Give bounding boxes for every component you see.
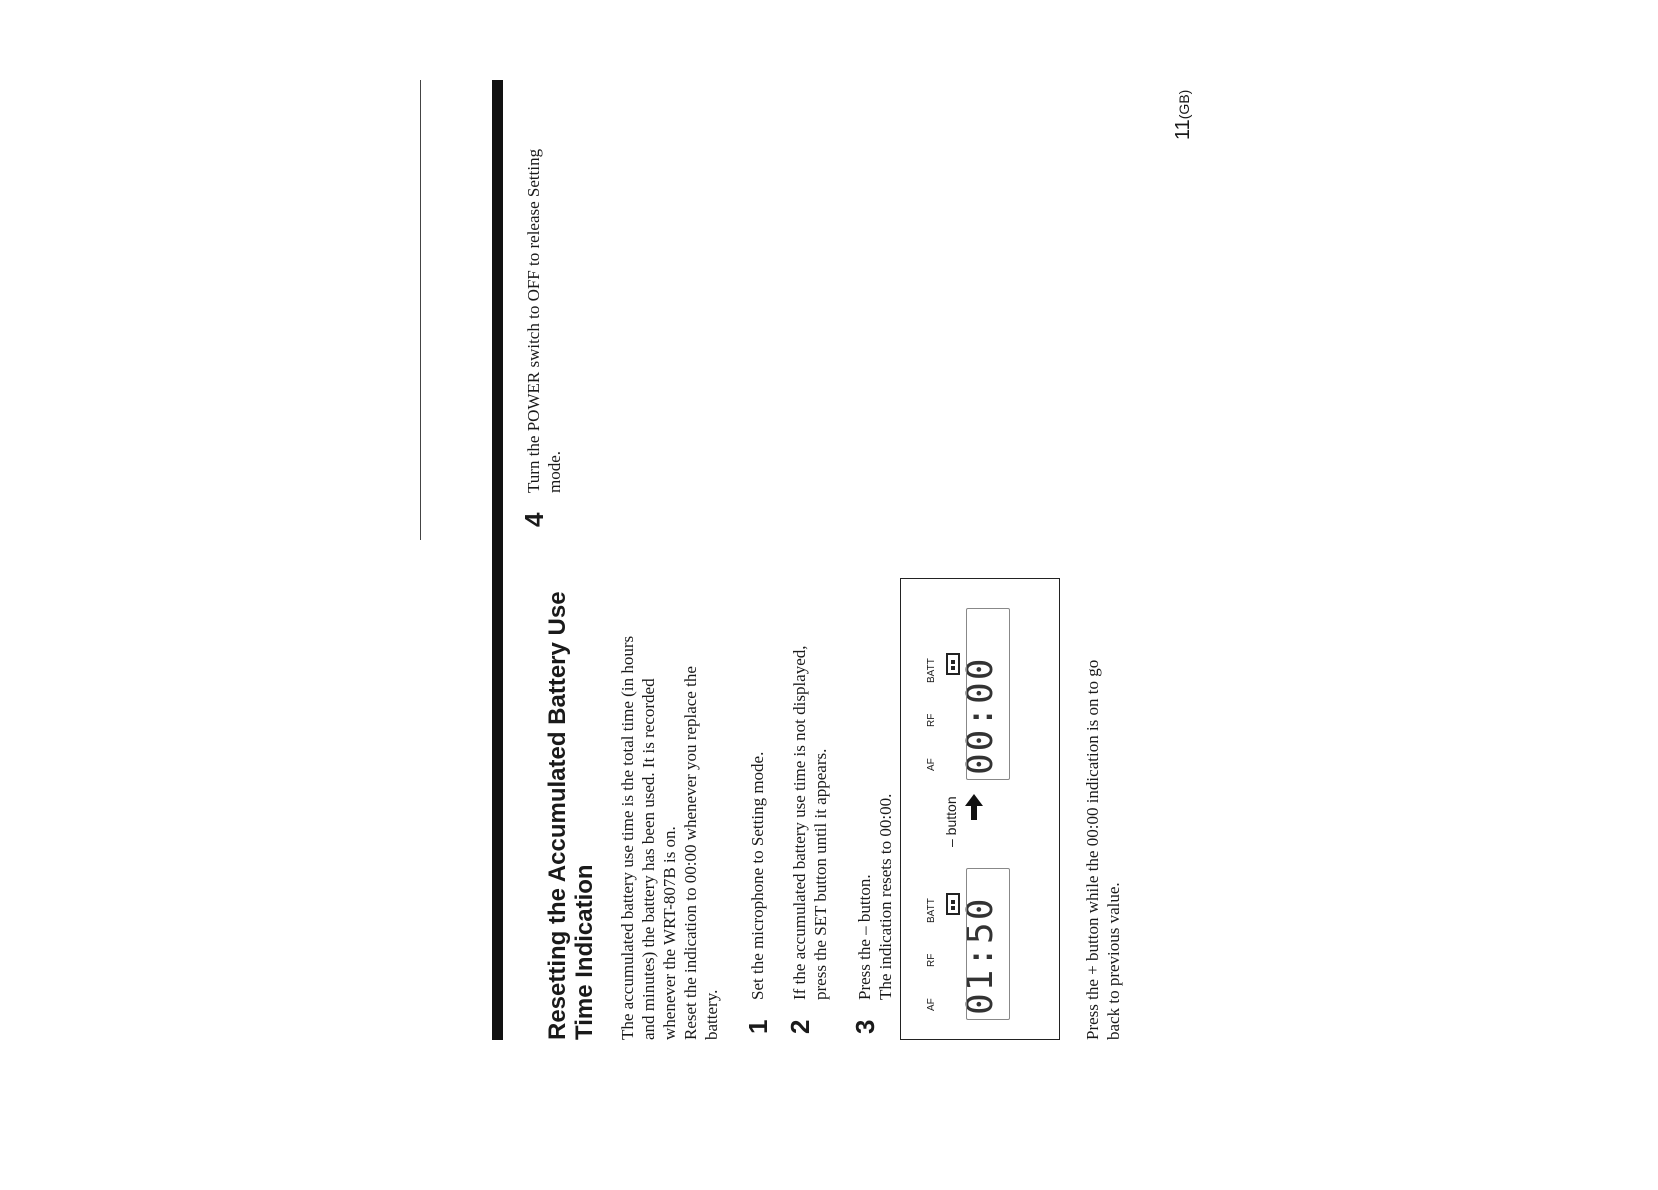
- lcd-frame: [966, 868, 1010, 1020]
- intro-line: Reset the indication to 00:00 whenever you replace the: [681, 666, 700, 1040]
- lcd-after: [910, 595, 1010, 775]
- step-line: press the SET button until it appears.: [811, 748, 830, 1000]
- lcd-before: [910, 855, 1010, 1015]
- step-1-number: 1: [743, 1019, 773, 1034]
- step-3-number: 3: [850, 1019, 880, 1034]
- step-2-number: 2: [785, 1019, 815, 1034]
- step-3-text: [854, 380, 896, 1000]
- step-line: Turn the POWER switch to OFF to release Setting: [524, 148, 543, 493]
- indicator-af: AF: [926, 998, 937, 1011]
- intro-line: The accumulated battery use time is the total time (in hours: [618, 635, 637, 1040]
- minus-button-label: – button: [943, 796, 959, 847]
- battery-icon: [946, 653, 960, 675]
- indicator-rf: RF: [926, 713, 937, 727]
- page-number: [1172, 90, 1195, 140]
- step-line: mode.: [545, 450, 564, 493]
- lcd-frame: [966, 608, 1010, 780]
- arrow-right-icon: [965, 794, 983, 820]
- page-number-suffix: (GB): [1176, 89, 1192, 120]
- section-title: [544, 440, 598, 1040]
- title-line-2: Time Indication: [571, 864, 598, 1040]
- indicator-batt: BATT: [926, 898, 937, 923]
- intro-line: and minutes) the battery has been used. It is recorded: [639, 678, 658, 1040]
- step-line: The indication resets to 00:00.: [876, 793, 895, 1000]
- top-hairline: [420, 80, 421, 540]
- page-number-value: 11: [1172, 119, 1194, 140]
- note-line: Press the + button while the 00:00 indication is on to go: [1083, 659, 1102, 1040]
- lcd-before-value: 01:50: [960, 896, 1001, 1015]
- intro-line: battery.: [702, 989, 721, 1040]
- note-paragraph: [1082, 420, 1124, 1040]
- indicator-batt: BATT: [926, 658, 937, 683]
- indicator-af: AF: [926, 758, 937, 771]
- intro-paragraph: [617, 420, 722, 1040]
- indicator-rf: RF: [926, 953, 937, 967]
- step-4-number: 4: [519, 512, 549, 527]
- step-4-text: [523, 13, 565, 493]
- lcd-after-value: 00:00: [960, 656, 1001, 775]
- intro-line: whenever the WRT-807B is on.: [660, 826, 679, 1040]
- step-line: Set the microphone to Setting mode.: [748, 751, 767, 1000]
- title-line-1: Resetting the Accumulated Battery Use: [544, 591, 571, 1040]
- step-line: If the accumulated battery use time is not displayed,: [790, 645, 809, 1000]
- battery-icon: [946, 893, 960, 915]
- note-line: back to previous value.: [1104, 882, 1123, 1040]
- step-1-text: [747, 400, 768, 1000]
- step-2-text: [789, 380, 831, 1000]
- section-header-bar: [492, 80, 503, 1040]
- step-line: Press the – button.: [855, 874, 874, 1000]
